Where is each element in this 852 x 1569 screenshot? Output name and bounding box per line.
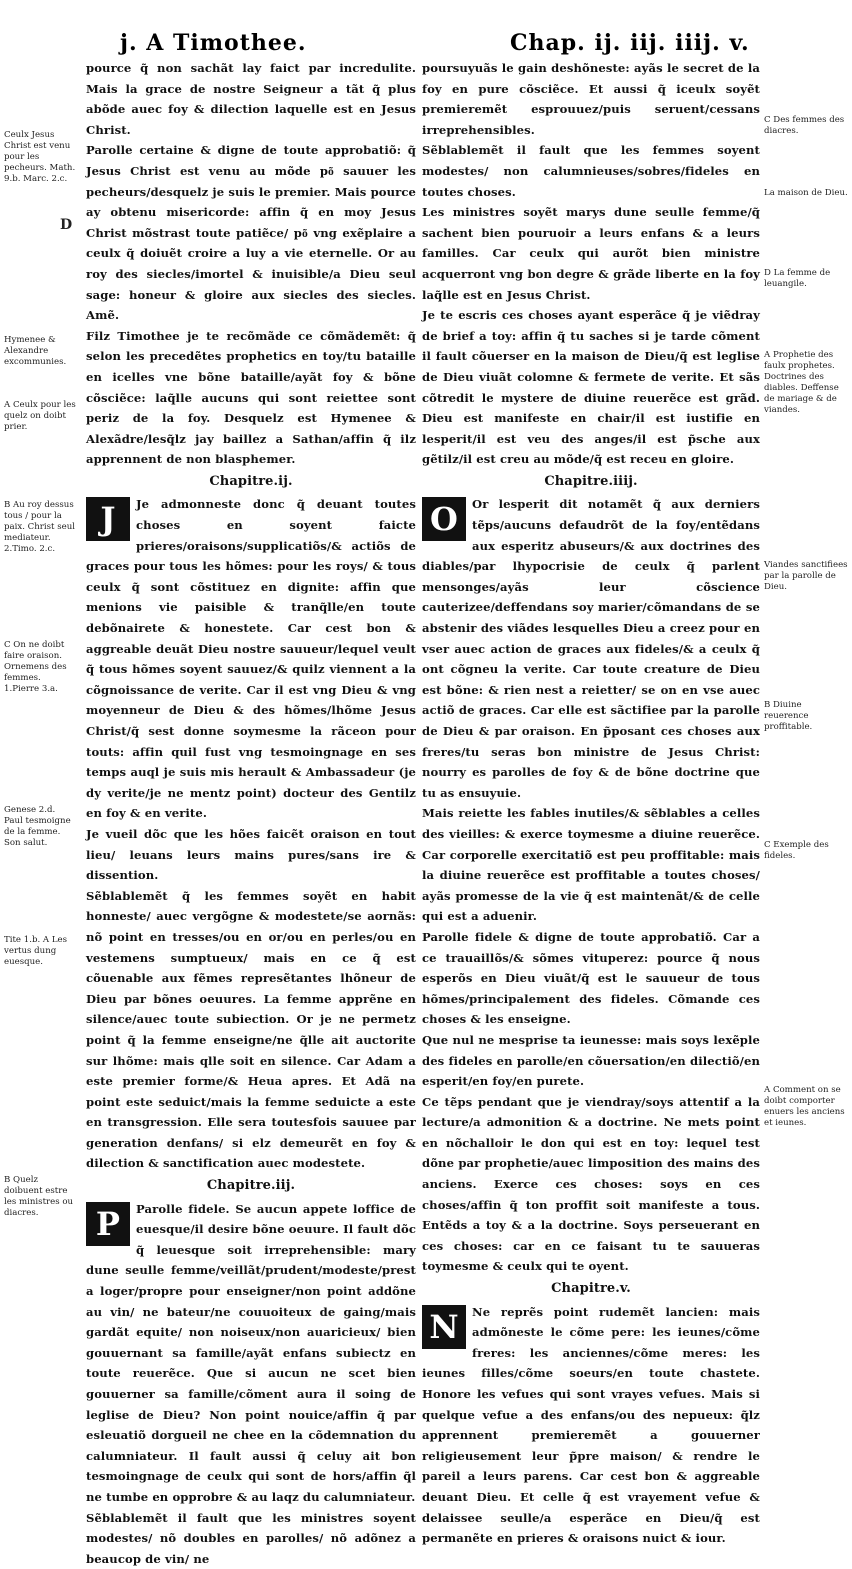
margin-note-right: A Comment on se doibt comporter enuers les anciens et ieunes. (764, 1085, 845, 1128)
drop-cap-initial: J (86, 497, 130, 541)
paragraph: Ce tẽps pendant que je viendray/soys attentif a la lecture/a admonition & a doctrine. Ne mets point en nõchalloir le don qui est en toy: lequel test dõne par prophetie/auec limposition des mains des anciens. Exerce ces choses: soys en ces choses/affin q̃ ton proffit soit manifeste a tous. Entẽds a toy & a la doctrine. Soys perseuerant en ces choses: car en ce faisant tu te sauueras toymesme & ceulx qui te oyent. (422, 1094, 760, 1274)
margin-note-left: B Au roy dessus tous / pour la paix. Christ seul mediateur. 2.Timo. 2.c. (4, 500, 76, 554)
paragraph: Que nul ne mesprise ta ieunesse: mais soys lexẽple des fideles en parolle/en cõuersation/en dilectiõ/en esperit/en foy/en purete. (422, 1032, 760, 1089)
right-text-column (422, 58, 760, 1549)
chapter-heading: Chapitre.ij. (209, 473, 293, 489)
paragraph: Je vueil dõc que les hões faicẽt oraison en tout lieu/ leuans leurs mains pures/sans ire & dissention. (86, 826, 416, 883)
paragraph: Les ministres soyẽt marys dune seulle femme/q̃ sachent bien pouruoir a leurs enfans & a leurs familles. Car ceulx qui aurõt bien ministre acquerront vng bon degre & grãde liberte en la foy laq̃lle est en Jesus Christ. (422, 205, 760, 302)
margin-note-right: B Diuine reuerence proffitable. (764, 700, 813, 732)
running-head-right: Chap. ij. iij. iiij. v. (510, 30, 750, 56)
paragraph: Je admonneste donc q̃ deuant toutes choses en soyent faicte prieres/oraisons/supplicatiõs/& actiõs de graces pour tous les hõmes: pour les roys/ & tous ceulx q̃ sont cõstituez en dignite: affin que menions vie paisible & tranq̃lle/en toute debõnairete & honestete. Car cest bon & aggreable deuãt Dieu nostre sauueur/lequel veult q̃ tous hõmes soyent sauuez/& quilz viennent a la cõgnoissance de verite. Car il est vng Dieu & vng moyenneur de Dieu & des hõmes/lhõme Jesus Christ/q̃ sest donne soymesme la rãceon pour touts: affin quil fust vng tesmoingnage en ses temps auql je suis mis herault & Ambassadeur (je dy verite/je ne mentz point) docteur des Gentilz en foy & en verite. (86, 497, 416, 821)
chapter-heading: Chapitre.iij. (206, 1178, 296, 1194)
margin-note-right: La maison de Dieu. (764, 188, 848, 198)
running-head-left: j. A Timothee. (120, 30, 307, 56)
margin-note-right: D La femme de leuangile. (764, 268, 831, 289)
paragraph: Je te escris ces choses ayant esperãce q̃ je viẽdray de brief a toy: affin q̃ tu saches si je tarde cõment il fault cõuerser en la maison de Dieu/q̃ est leglise de Dieu viuãt colomne & fermete de verite. Et sãs cõtredit le mystere de diuine reuerẽce est grãd. Dieu est manifeste en chair/il est iustifie en lesperit/il est veu des anges/il est p̃sche aux gẽtilz/il est creu au mõde/q̃ est receu en gloire. (422, 308, 760, 467)
paragraph: Sẽblablemẽt il fault que les femmes soyent modestes/ non calumnieuses/sobres/fideles en toutes choses. (422, 143, 760, 199)
margin-note-left: Genese 2.d. Paul tesmoigne de la femme. Son salut. (4, 805, 71, 848)
margin-note-right: Viandes sanctifiees par la parolle de Dieu. (764, 560, 848, 592)
paragraph: Parolle fidele & digne de toute approbatiõ. Car a ce trauaillõs/& sõmes vituperez: pource q̃ nous esperõs en Dieu viuãt/q̃ est le sauueur de tous hõmes/principalement des fideles. Cõmande ces choses & les enseigne. (422, 929, 760, 1027)
paragraph: pource q̃ non sachãt lay faict par incredulite. Mais la grace de nostre Seigneur a tãt q̃ plus abõde auec foy & dilection laquelle est en Jesus Christ. (86, 61, 416, 137)
margin-note-left: C On ne doibt faire oraison. Ornemens des femmes. 1.Pierre 3.a. (4, 640, 67, 694)
drop-cap-initial: O (422, 497, 466, 541)
margin-note-right: A Prophetie des faulx prophetes. Doctrines des diables. Deffense de mariage & de viandes. (764, 350, 839, 415)
paragraph: Mais reiette les fables inutiles/& sẽblables a celles des vieilles: & exerce toymesme a diuine reuerẽce. Car corporelle exercitatiõ est peu proffitable: mais la diuine reuerẽce est proffitable a toutes choses/ ayãs promesse de la vie q̃ est maintenãt/& de celle qui est a aduenir. (422, 806, 760, 924)
paragraph: Or lesperit dit notamẽt q̃ aux derniers tẽps/aucuns defaudrõt de la foy/entẽdans aux esperitz abuseurs/& aux doctrines des diables/par lhypocrisie de ceulx q̃ parlent mensonges/ayãs leur cõscience cauterizee/deffendans soy marier/cõmandans de se abstenir des viãdes lesquelles Dieu a creez pour en vser auec action de graces aux fideles/& a ceulx q̃ ont cõgneu la verite. Car toute creature de Dieu est bõne: & rien nest a reietter/ se on en vse auec actiõ de graces. Car elle est sãctifiee par la parolle de Dieu & par oraison. En p̃posant ces choses aux freres/tu seras bon ministre de Jesus Christ: nourry es parolles de foy & de bõne doctrine que tu as ensuyuie. (422, 497, 760, 800)
margin-note-left: Ceulx Jesus Christ est venu pour les pecheurs. Math. 9.b. Marc. 2.c. (4, 130, 76, 184)
paragraph: Ne reprẽs point rudemẽt lancien: mais admõneste le cõme pere: les ieunes/cõme freres: les anciennes/cõme meres: les ieunes filles/cõme soeurs/en toute chastete. Honore les vefues qui sont vrayes vefues. Mais si quelque vefue a des enfans/ou des nepueux: q̃lz apprennent premieremẽt a gouuerner religieusement leur p̃pre maison/ & rendre le pareil a leurs parens. Car cest bon & aggreable deuant Dieu. Et celle q̃ est vrayement vefue & delaissee seulle/a esperãce en Dieu/q̃ est permanẽte en prieres & oraisons nuict & iour. (422, 1304, 760, 1546)
paragraph: Parolle fidele. Se aucun appete loffice de euesque/il desire bõne oeuure. Il fault dõc q̃ leuesque soit irreprehensible: mary dune seulle femme/veillãt/prudent/modeste/prest a loger/propre pour enseigner/non point addõne au vin/ ne bateur/ne couuoiteux de gaing/mais gardãt equite/ non noiseux/non auaricieux/ bien gouuernant sa famille/ayãt enfans subiectz en toute reuerẽce. Que si aucun ne scet bien gouuerner sa famille/cõment aura il soing de leglise de Dieu? Non point nouice/affin q̃ par esleuatiõ dorgueil ne chee en la cõdemnation du calumniateur. Il fault aussi q̃ celuy ait bon tesmoingnage de ceulx qui sont de hors/affin q̃l ne tumbe en opprobre & au laqz du calumniateur. (86, 1201, 416, 1504)
margin-letter-left: D (60, 217, 73, 233)
left-text-column (86, 58, 416, 1569)
paragraph: Sẽblablemẽt il fault que les ministres soyent modestes/ nõ doubles en parolles/ nõ adõnez a beaucop de vin/ ne (86, 1510, 416, 1566)
chapter-heading: Chapitre.v. (551, 1281, 631, 1297)
margin-note-right: C Exemple des fideles. (764, 840, 829, 861)
drop-cap-initial: P (86, 1202, 130, 1246)
paragraph: poursuyuãs le gain deshõneste: ayãs le secret de la foy en pure cõsciẽce. Et aussi q̃ iceulx soyẽt premieremẽt esprouuez/puis seruent/cessans irreprehensibles. (422, 61, 760, 137)
drop-cap-initial: N (422, 1305, 466, 1349)
paragraph: Filz Timothee je te recõmãde ce cõmãdemẽt: q̃ selon les precedẽtes prophetics en toy/tu bataille en icelles vne bõne bataille/ayãt foy & bõne cõsciẽce: laq̃lle aucuns qui sont reiettee sont periz de la foy. Desquelz est Hymenee & Alexãdre/lesq̃lz jay baillez a Sathan/affin q̃ ilz apprennent de non blasphemer. (86, 328, 416, 467)
paragraph: Parolle certaine & digne de toute approbatiõ: q̃ Jesus Christ est venu au mõde po͂ sauuer les pecheurs/desquelz je suis le premier. Mais pource ay obtenu misericorde: affin q̃ en moy Jesus Christ mõstrast toute patiẽce/ po͂ vng exẽplaire a ceulx q̃ doiuẽt croire a luy a vie eternelle. Or au roy des siecles/imortel & inuisible/a Dieu seul sage: honeur & gloire aux siecles des siecles. Amẽ. (86, 143, 416, 323)
margin-note-left: B Quelz doibuent estre les ministres ou diacres. (4, 1175, 74, 1218)
margin-note-left: Hymenee & Alexandre excommunies. (4, 335, 67, 367)
chapter-heading: Chapitre.iiij. (544, 473, 638, 489)
margin-note-right: C Des femmes des diacres. (764, 115, 845, 136)
margin-note-left: A Ceulx pour les quelz on doibt prier. (4, 400, 76, 432)
margin-note-left: Tite 1.b. A Les vertus dung euesque. (4, 935, 68, 967)
paragraph: Sẽblablemẽt q̃ les femmes soyẽt en habit honneste/ auec vergõgne & modestete/se aornãs: nõ point en tresses/ou en or/ou en perles/ou en vestemens sumptueux/ mais en ce q̃ est cõuenable aux fẽmes represẽtantes lhõneur de Dieu par bõnes oeuures. La femme apprẽne en silence/auec toute subiection. Or je ne permetz point q̃ la femme enseigne/ne q̃lle ait auctorite sur lhõme: mais qlle soit en silence. Car Adam a este premier forme/& Heua apres. Et Adã na point este seduict/mais la femme seduicte a este en transgression. Elle sera toutesfois sauuee par generation denfans/ si elz demeurẽt en foy & dilection & sanctification auec modestete. (86, 888, 416, 1171)
